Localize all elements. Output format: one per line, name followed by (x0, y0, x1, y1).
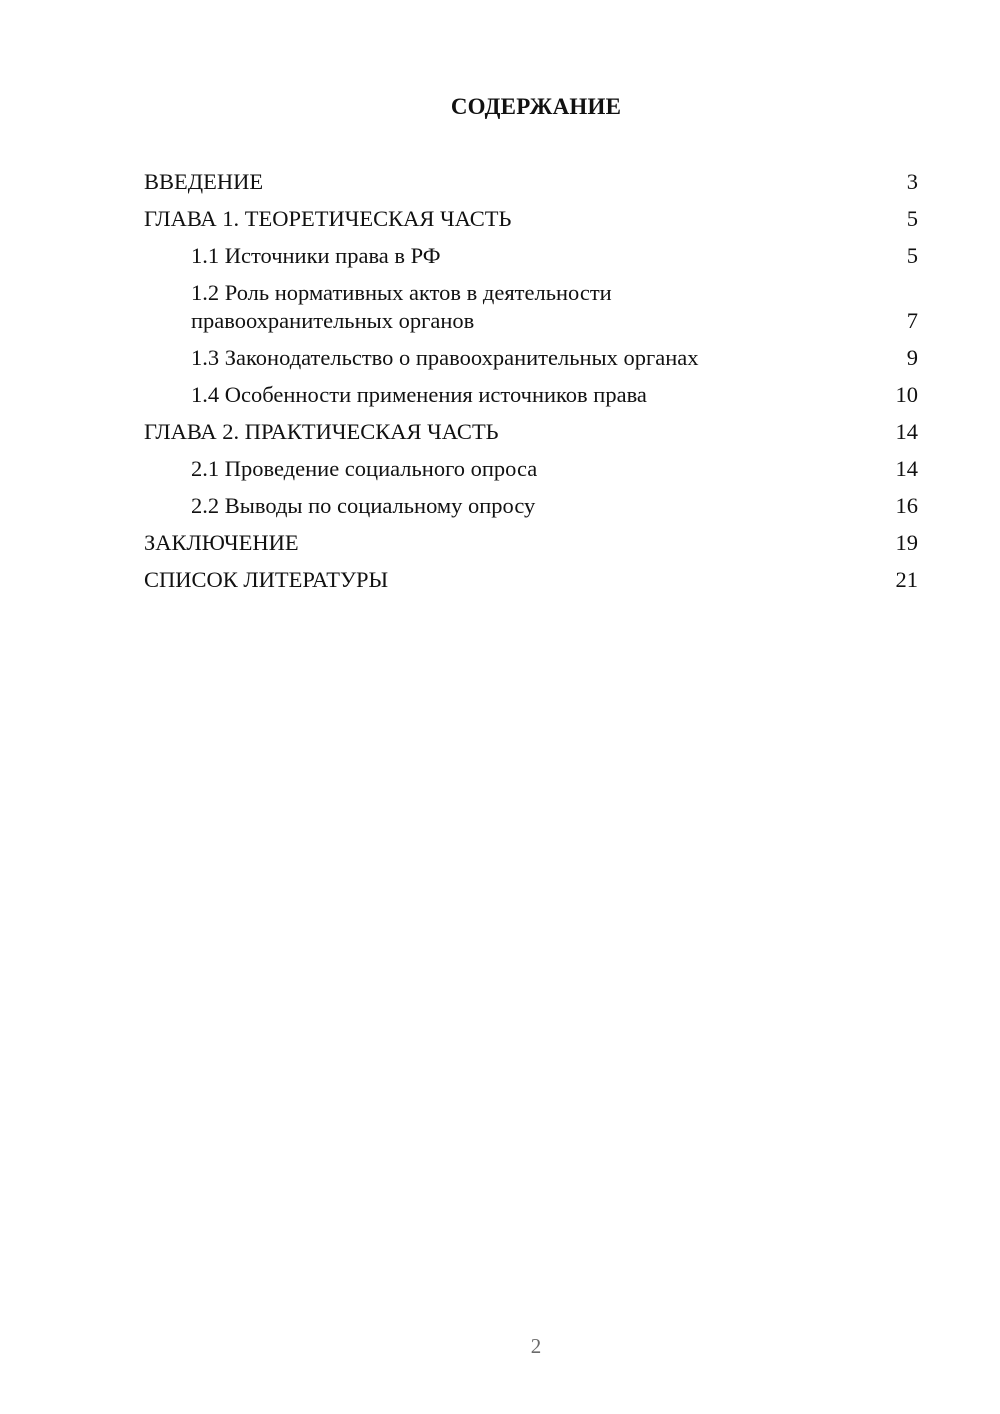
toc-entry[interactable] (144, 168, 918, 196)
toc-entry-text: СПИСОК ЛИТЕРАТУРЫ (144, 567, 389, 592)
table-of-contents (144, 168, 918, 603)
toc-entry-page: 3 (906, 169, 918, 194)
toc-entry[interactable] (144, 344, 918, 372)
toc-entry-page: 5 (906, 206, 918, 231)
toc-entry-text: 1.1 Источники права в РФ (191, 243, 441, 268)
toc-entry-page: 7 (906, 308, 918, 333)
toc-entry-page: 5 (906, 243, 918, 268)
toc-entry-text: 2.2 Выводы по социальному опросу (191, 493, 536, 518)
toc-entry-page: 10 (895, 382, 918, 407)
toc-entry[interactable] (144, 242, 918, 270)
toc-entry-text: 1.3 Законодательство о правоохранительных органах (191, 345, 699, 370)
toc-entry-page: 14 (895, 456, 918, 481)
toc-entry[interactable] (144, 492, 918, 520)
toc-entry-text: ВВЕДЕНИЕ (144, 169, 264, 194)
toc-entry[interactable] (144, 205, 918, 233)
toc-entry[interactable] (144, 455, 918, 483)
toc-entry-text: 1.2 Роль нормативных актов в деятельности правоохранительных органов (191, 280, 612, 333)
toc-entry[interactable] (144, 566, 918, 594)
toc-entry-text: ГЛАВА 2. ПРАКТИЧЕСКАЯ ЧАСТЬ (144, 419, 499, 444)
toc-entry[interactable] (144, 279, 918, 335)
toc-entry-text: 2.1 Проведение социального опроса (191, 456, 538, 481)
toc-entry-text: 1.4 Особенности применения источников права (191, 382, 647, 407)
toc-entry-page: 9 (906, 345, 918, 370)
toc-entry-text: ГЛАВА 1. ТЕОРЕТИЧЕСКАЯ ЧАСТЬ (144, 206, 512, 231)
toc-entry[interactable] (144, 529, 918, 557)
toc-entry[interactable] (144, 381, 918, 409)
toc-entry-page: 21 (895, 567, 918, 592)
toc-entry-page: 16 (895, 493, 918, 518)
toc-entry[interactable] (144, 418, 918, 446)
page-number: 2 (530, 1334, 542, 1358)
toc-entry-text: ЗАКЛЮЧЕНИЕ (144, 530, 299, 555)
toc-entry-page: 14 (895, 419, 918, 444)
toc-title: СОДЕРЖАНИЕ (450, 94, 622, 119)
toc-entry-page: 19 (895, 530, 918, 555)
